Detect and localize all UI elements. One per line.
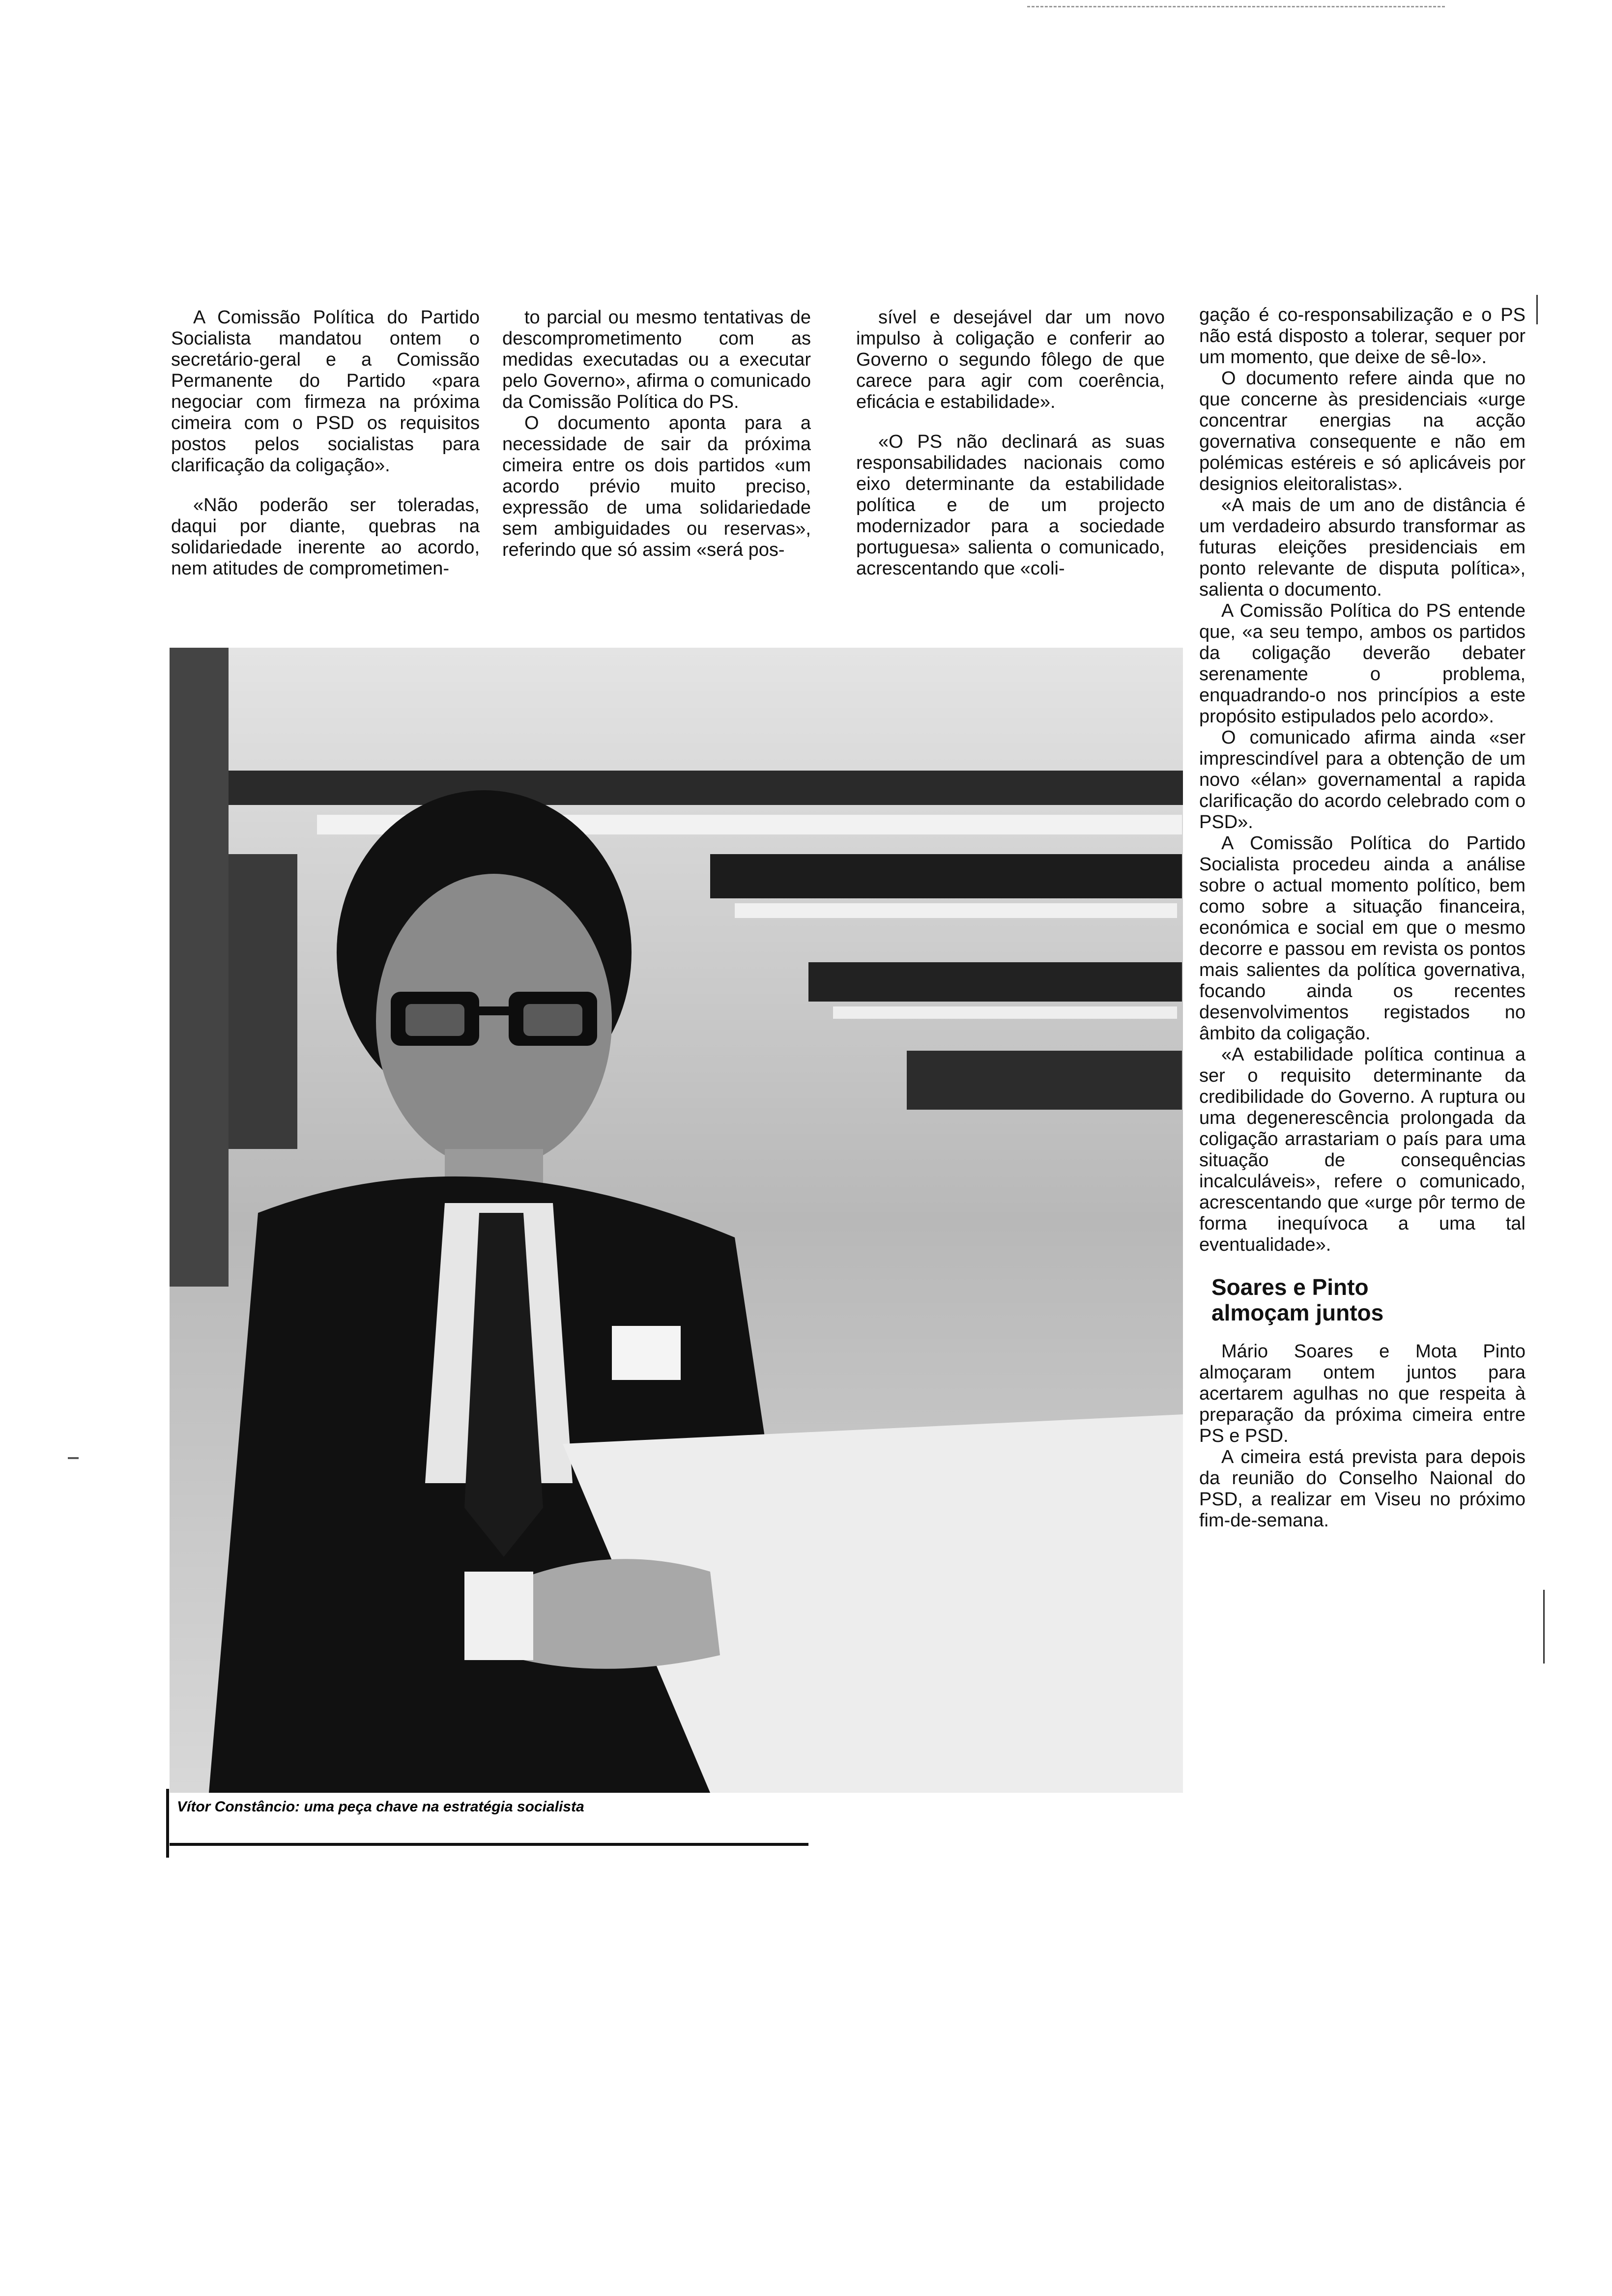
paragraph: «O PS não declinará as suas responsabilidades nacionais como eixo determinante da estabilidade política e de um projecto modernizador para a sociedade portuguesa» salienta o comunicado, acrescentando que «coli- <box>856 431 1165 579</box>
paragraph: «A mais de um ano de distância é um verdadeiro absurdo transformar as futuras eleições presidenciais em ponto relevante de disputa política», salienta o documento. <box>1199 495 1526 600</box>
paragraph: A Comissão Política do Partido Socialista procedeu ainda a análise sobre o actual momento político, bem como sobre a situação financeira, económica e social em que o mesmo decorre e passou em revista os pontos mais salientes da política governativa, focando ainda os recentes desenvolvimentos registados no âmbito da coligação. <box>1199 833 1526 1044</box>
scan-edge-line <box>1027 6 1445 7</box>
photo-caption: Vítor Constâncio: uma peça chave na estratégia socialista <box>177 1799 584 1815</box>
paragraph: A Comissão Política do PS entende que, «a seu tempo, ambos os partidos da coligação deverão debater serenamente o problema, enquadrando-o nos princípios a este propósito estipulados pelo acordo». <box>1199 601 1526 727</box>
paragraph: A Comissão Política do Partido Socialista mandatou ontem o secretário-geral e a Comissão Permanente do Partido «para negociar com firmeza na próxima cimeira com o PSD os requisitos postos pelos socialistas para clarificação da coligação». <box>171 307 480 476</box>
article-column-1 <box>171 307 480 579</box>
caption-rule-vertical <box>166 1789 169 1858</box>
portrait-photo-illustration <box>170 648 1183 1793</box>
paragraph: «Não poderão ser toleradas, daqui por diante, quebras na solidariedade inerente ao acordo, nem atitudes de comprometimen- <box>171 495 480 579</box>
subheading <box>1211 1274 1526 1325</box>
subheading-line: Soares e Pinto <box>1211 1274 1369 1300</box>
paragraph: O documento aponta para a necessidade de sair da próxima cimeira entre os dois partidos «um acordo prévio muito preciso, expressão de uma solidariedade sem ambiguidades ou reservas», referindo que só assim «será pos- <box>502 413 811 560</box>
scan-mark <box>1536 295 1538 324</box>
paragraph: sível e desejável dar um novo impulso à coligação e conferir ao Governo o segundo fôlego de que carece para agir com coerência, eficácia e estabilidade». <box>856 307 1165 412</box>
article-column-2 <box>502 307 811 561</box>
paragraph: A cimeira está prevista para depois da reunião do Conselho Naional do PSD, a realizar em Viseu no próximo fim-de-semana. <box>1199 1447 1526 1531</box>
paragraph: O comunicado afirma ainda «ser imprescindível para a obtenção de um novo «élan» governamental a rapida clarificação do acordo celebrado com o PSD». <box>1199 727 1526 832</box>
margin-mark <box>68 1457 79 1459</box>
paragraph: gação é co-responsabilização e o PS não está disposto a tolerar, sequer por um momento, que deixe de sê-lo». <box>1199 305 1526 368</box>
paragraph: O documento refere ainda que no que concerne às presidenciais «urge concentrar energias na acção governativa consequente e não em polémicas estéreis e só aplicáveis por designios eleitoralistas». <box>1199 368 1526 494</box>
paragraph: Mário Soares e Mota Pinto almoçaram ontem juntos para acertarem agulhas no que respeita à preparação da próxima cimeira entre PS e PSD. <box>1199 1341 1526 1446</box>
subheading-line: almoçam juntos <box>1211 1300 1384 1325</box>
scan-mark <box>1543 1590 1545 1664</box>
news-photo <box>170 648 1183 1793</box>
paragraph: to parcial ou mesmo tentativas de descomprometimento com as medidas executadas ou a executar pelo Governo», afirma o comunicado da Comissão Política do PS. <box>502 307 811 412</box>
caption-rule-horizontal <box>170 1843 808 1846</box>
article-column-4 <box>1199 305 1526 1531</box>
paragraph: «A estabilidade política continua a ser o requisito determinante da credibilidade do Governo. A ruptura ou uma degenerescência prolongada da coligação arrastariam o país para uma situação de consequências incalculáveis», refere o comunicado, acrescentando que «urge pôr termo de forma inequívoca a uma tal eventualidade». <box>1199 1044 1526 1255</box>
article-column-3 <box>856 307 1165 579</box>
sidebar-article <box>1199 1341 1526 1531</box>
